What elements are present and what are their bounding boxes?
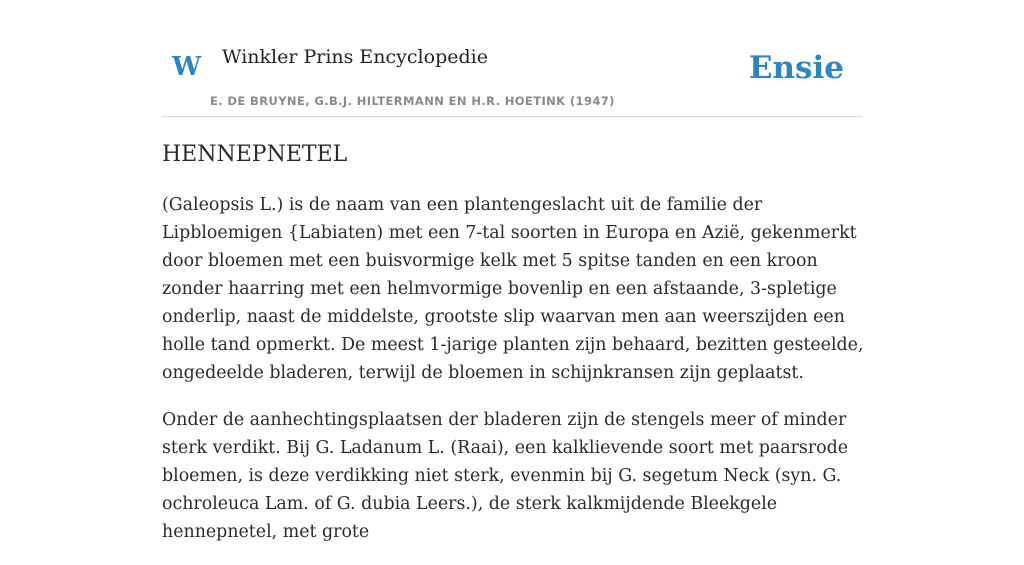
ensie-brand-logo[interactable]: Ensie (748, 50, 844, 86)
article-paragraph-2: Onder de aanhechtingsplaatsen der bladeren zijn de stengels meer of minder sterk verdikt. Bij G. Ladanum L. (Raai), een kalklievende soort met paarsrode bloemen, is deze verdikking niet sterk, evenmin bij G. segetum Neck (syn. G. ochroleuca Lam. of G. dubia Leers.), de sterk kalkmijdende Bleekgele hennepnetel, met grote (162, 410, 849, 542)
article-content (162, 140, 864, 565)
publication-title-link[interactable]: Winkler Prins Encyclopedie (222, 46, 488, 68)
publication-authors: E. DE BRUYNE, G.B.J. HILTERMANN EN H.R. HOETINK (1947) (210, 94, 615, 108)
entry-title: HENNEPNETEL (162, 142, 348, 167)
logo-w-icon[interactable]: W (172, 52, 202, 82)
article-paragraph-1: (Galeopsis L.) is de naam van een plantengeslacht uit de familie der Lipbloemigen {Labiaten) met een 7-tal soorten in Europa en Azië, gekenmerkt door bloemen met een buisvormige kelk met 5 spitse tanden en een kroon zonder haarring met een helmvormige bovenlip en een afstaande, 3-spletige onderlip, naast de middelste, grootste slip waarvan men aan weerszijden een holle tand opmerkt. De meest 1-jarige planten zijn behaard, bezitten gesteelde, ongedeelde bladeren, terwijl de bloemen in schijnkransen zijn geplaatst. (162, 195, 864, 383)
site-header (162, 0, 862, 117)
